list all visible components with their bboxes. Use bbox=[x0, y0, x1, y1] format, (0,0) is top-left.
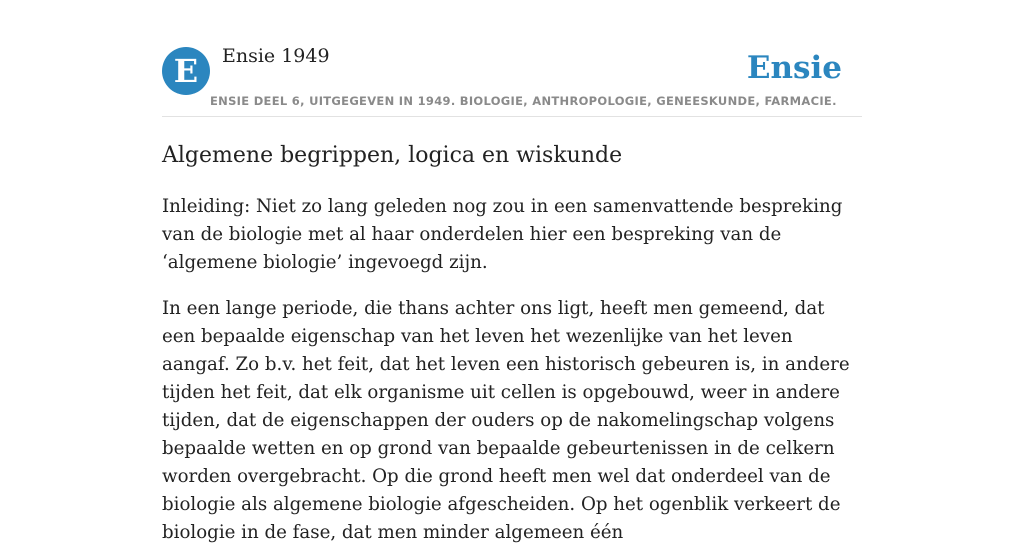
article-paragraph-intro: Inleiding: Niet zo lang geleden nog zou in een samenvattende bespreking van de biologie met al haar onderdelen hier een bespreking van de ‘algemene biologie’ ingevoegd zijn. bbox=[162, 196, 843, 273]
edition-subtitle: ENSIE DEEL 6, UITGEGEVEN IN 1949. BIOLOGIE, ANTHROPOLOGIE, GENEESKUNDE, FARMACIE. bbox=[210, 94, 837, 108]
ensie-logo-icon[interactable]: E bbox=[162, 47, 210, 95]
site-header bbox=[162, 0, 862, 117]
article-title: Algemene begrippen, logica en wiskunde bbox=[162, 143, 623, 168]
article-paragraph-body: In een lange periode, die thans achter ons ligt, heeft men gemeend, dat een bepaalde eigenschap van het leven het wezenlijke van het leven aangaf. Zo b.v. het feit, dat het leven een historisch gebeuren is, in andere tijden het feit, dat elk organisme uit cellen is opgebouwd, weer in andere tijden, dat de eigenschappen der ouders op de nakomelingschap volgens bepaalde wetten en op grond van bepaalde gebeurtenissen in de celkern worden overgebracht. Op die grond heeft men wel dat onderdeel van de biologie als algemene biologie afgescheiden. Op het ogenblik verkeert de biologie in de fase, dat men minder algemeen één bbox=[162, 298, 850, 543]
brand-logo-link[interactable]: Ensie bbox=[746, 50, 842, 86]
page bbox=[162, 0, 862, 547]
site-title-link[interactable]: Ensie 1949 bbox=[222, 45, 330, 67]
